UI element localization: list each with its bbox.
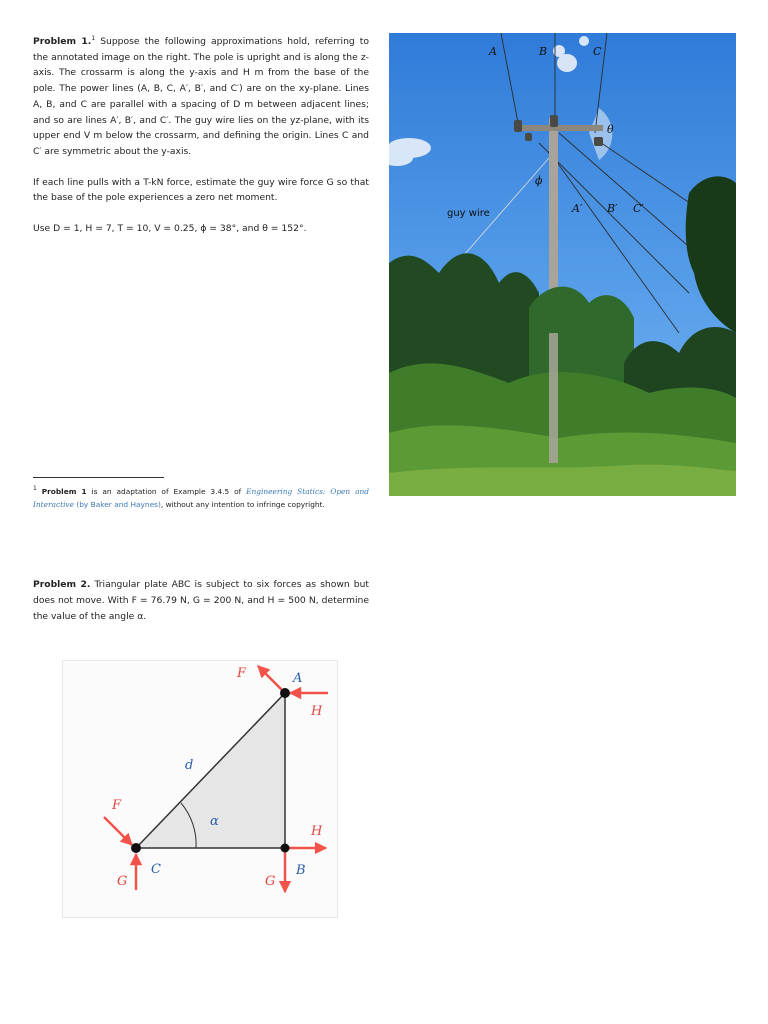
footnote-number: 1 xyxy=(33,485,37,492)
problem-2-text: Triangular plate ABC is subject to six forces as shown but does not move. With F = 76.79 N, G = 200 N, and H = 500 N, determine the value of the angle α. xyxy=(33,579,370,622)
vertex-C xyxy=(131,843,141,853)
problem-1-values: Use D = 1, H = 7, T = 10, V = 0.25, ϕ = 38°, and θ = 152°. xyxy=(33,223,307,235)
label-C: C xyxy=(151,862,161,877)
label-C-prime: C′ xyxy=(633,202,644,215)
pole-lower xyxy=(549,333,558,463)
label-A: A xyxy=(489,45,497,58)
problem-2 xyxy=(33,577,369,625)
triangle-plate-figure xyxy=(62,660,338,918)
footnote-bold: Problem 1 xyxy=(41,487,87,496)
crossarm xyxy=(517,125,603,131)
label-guy-wire: guy wire xyxy=(447,208,490,219)
label-phi: ϕ xyxy=(535,174,543,187)
problem-1-heading: Problem 1. xyxy=(33,36,92,47)
footnote-rule xyxy=(33,477,164,478)
footnote-text-end: , without any intention to infringe copyright. xyxy=(160,500,325,509)
footnote-text: is an adaptation of Example 3.4.5 of xyxy=(91,487,242,496)
power-pole-illustration xyxy=(389,33,736,496)
vertex-B xyxy=(281,844,290,853)
label-d: d xyxy=(185,758,194,773)
problem-2-heading: Problem 2. xyxy=(33,579,91,590)
label-H-top: H xyxy=(311,704,323,719)
label-B: B xyxy=(296,863,306,878)
label-H-bottom: H xyxy=(311,824,323,839)
problem-1-statement xyxy=(33,34,369,160)
label-A: A xyxy=(293,671,303,686)
label-G-right: G xyxy=(265,874,276,889)
label-F-left: F xyxy=(112,798,122,813)
footnote-mark: 1 xyxy=(91,35,96,42)
label-C: C xyxy=(593,45,602,58)
label-theta: θ xyxy=(607,123,614,136)
power-pole-photo xyxy=(389,33,736,496)
label-B: B xyxy=(539,45,548,58)
label-B-prime: B′ xyxy=(607,202,618,215)
label-G-left: G xyxy=(117,874,128,889)
vertex-A xyxy=(280,688,290,698)
footnote-authors-link[interactable]: (by Baker and Haynes) xyxy=(76,500,161,509)
label-alpha: α xyxy=(210,814,219,829)
footnote-link[interactable]: Engineering Statics: Open and Interactive xyxy=(33,487,369,509)
footnote xyxy=(33,485,369,511)
problem-1-text: Suppose the following approximations hold, referring to the annotated image on the right. The pole is upright and is along the z-axis. The crossarm is along the y-axis and H m from the base of the pole. The power lines (A, B, C, A′, B′, and C′) are on the xy-plane. Lines A, B, and C are parallel with a spacing of D m between adjacent lines; and so are lines A′, B′, and C′. The guy wire lies on the yz-plane, with its upper end V m below the crossarm, and defining the origin. Lines C and C′ are symmetric about the y-axis. xyxy=(33,36,369,157)
triangle-plate-diagram xyxy=(62,660,338,918)
problem-1 xyxy=(33,34,369,252)
label-F-top: F xyxy=(237,666,247,681)
label-A-prime: A′ xyxy=(572,202,583,215)
problem-1-question: If each line pulls with a T-kN force, estimate the guy wire force G so that the base of the pole experiences a zero net moment. xyxy=(33,176,369,204)
